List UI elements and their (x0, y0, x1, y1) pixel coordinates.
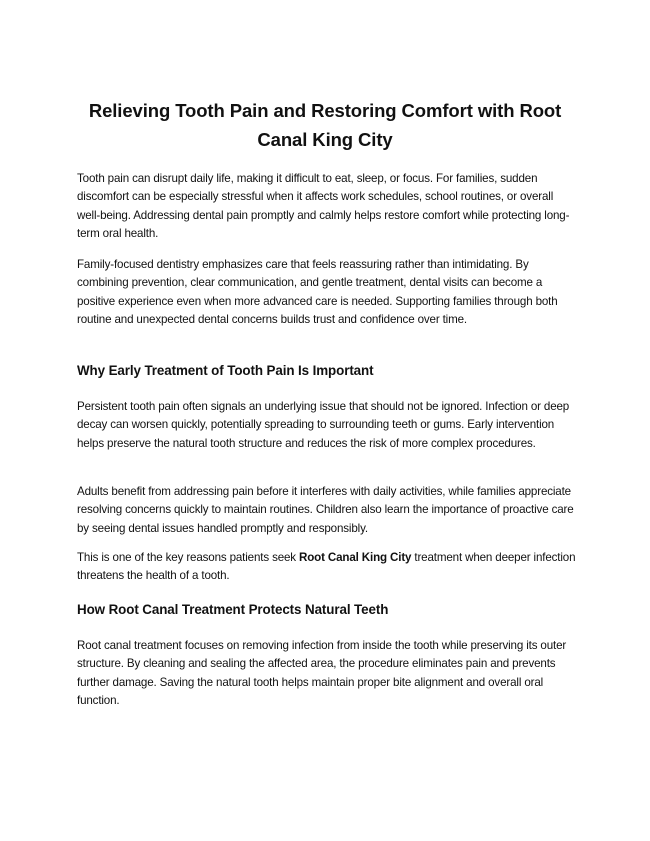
section-heading-root-canal: How Root Canal Treatment Protects Natural Teeth (77, 602, 389, 617)
section2-paragraph-1: Root canal treatment focuses on removing infection from inside the tooth while preserving its outer structure. By cleaning and sealing the affected area, the procedure eliminates pain and prevents further damage. Saving the natural tooth helps maintain proper bite alignment and overall oral function. (77, 639, 567, 707)
paragraph-text: This is one of the key reasons patients seek (77, 551, 300, 564)
paragraph-text: treatment when deeper infection threatens the health of a tooth. (77, 551, 576, 583)
document-title: Relieving Tooth Pain and Restoring Comfort with Root Canal King City (88, 100, 562, 150)
section1-paragraph-3 (77, 549, 577, 586)
intro-paragraph-1: Tooth pain can disrupt daily life, making it difficult to eat, sleep, or focus. For families, sudden discomfort can be especially stressful when it affects work schedules, school routines, or overall well-being. Addressing dental pain promptly and calmly helps restore comfort while protecting long-term oral health. (77, 172, 570, 240)
keyword-root-canal-king-city: Root Canal King City (299, 551, 412, 564)
section-heading-early-treatment: Why Early Treatment of Tooth Pain Is Important (77, 363, 374, 378)
section1-paragraph-1: Persistent tooth pain often signals an underlying issue that should not be ignored. Infection or deep decay can worsen quickly, potentially spreading to surrounding teeth or gums. Early intervention helps preserve the natural tooth structure and reduces the risk of more complex procedures. (77, 400, 570, 450)
section1-paragraph-2: Adults benefit from addressing pain before it interferes with daily activities, while families appreciate resolving concerns quickly to maintain routines. Children also learn the importance of proactive care by seeing dental issues handled promptly and responsibly. (77, 485, 574, 535)
intro-paragraph-2: Family-focused dentistry emphasizes care that feels reassuring rather than intimidating. By combining prevention, clear communication, and gentle treatment, dental visits can become a positive experience even when more advanced care is needed. Supporting families through both routine and unexpected dental concerns builds trust and confidence over time. (77, 258, 558, 326)
